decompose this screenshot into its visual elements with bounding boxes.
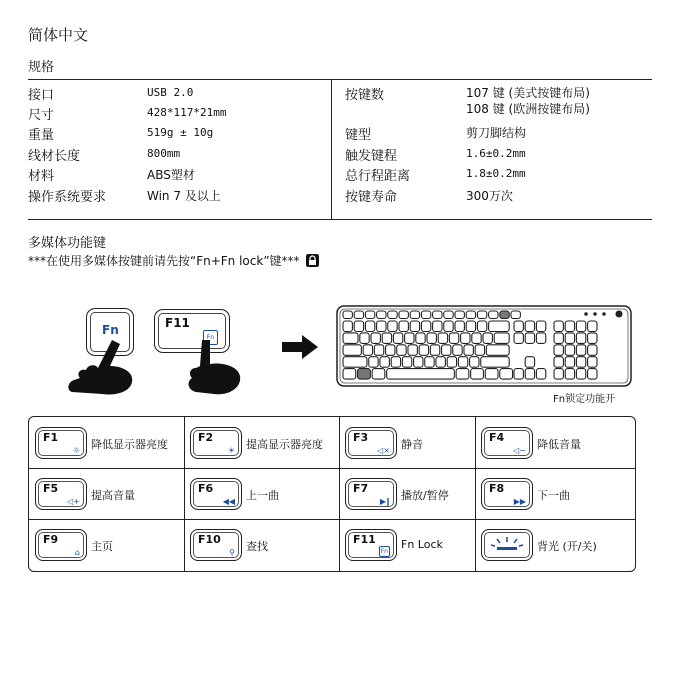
keyboard-key [477,311,486,319]
keyboard-key [500,369,513,380]
keyboard-key [485,369,498,380]
keyboard-key [536,369,545,380]
function-key-cell [29,519,179,570]
function-key-cell [339,519,489,570]
keyboard-key [455,321,464,332]
function-key-label: F7 [353,482,369,495]
keyboard-key [472,333,481,344]
spec-label: 线材长度 [28,149,81,164]
function-key-description: 静音 [401,438,423,451]
function-key-f10 [190,529,242,561]
keyboard-key [399,311,408,319]
keyboard-key [554,345,563,356]
keyboard-key [455,311,464,319]
function-key-description: 提高显示器亮度 [246,438,323,451]
keyboard-key [444,321,453,332]
function-key-f11 [345,529,397,561]
keyboard-key [489,311,498,319]
keyboard-key [536,333,545,344]
keyboard-key [514,333,523,344]
keyboard-key [393,333,402,344]
keyboard-key [483,333,492,344]
keyboard-key [588,321,597,332]
keyboard-key [453,345,462,356]
function-key-description: 提高音量 [91,489,135,502]
function-key-cell [29,468,179,519]
keyboard-key [514,321,523,332]
keyboard-key [525,321,534,332]
keyboard-key [565,369,574,380]
indicator-light [594,313,596,315]
keyboard-key [494,333,509,344]
keyboard-key [399,321,408,332]
volume-up-icon: ◁+ [67,497,80,506]
mute-icon: ◁× [377,446,390,455]
keyboard-key [386,345,395,356]
keyboard-key [576,357,585,368]
keyboard-key [525,369,534,380]
keyboard-key [576,369,585,380]
keyboard-key [461,333,470,344]
indicator-light [603,313,605,315]
keyboard-key [377,311,386,319]
spec-label: 尺寸 [28,108,55,123]
keyboard-key [466,311,475,319]
keyboard-key [343,333,358,344]
keyboard-key [576,321,585,332]
keyboard-key [588,369,597,380]
indicator-light [585,313,587,315]
function-key-f6 [190,478,242,510]
function-key-label: F8 [489,482,505,495]
spec-value: 剪刀脚结构 [466,126,527,140]
function-key-f9 [35,529,87,561]
keyboard-key [410,311,419,319]
keyboard-key [444,311,453,319]
pressing-hand-icon [62,336,142,398]
spec-value: 108 键 (欧洲按键布局) [466,102,590,116]
keyboard-key [433,321,442,332]
function-key-cell [475,417,625,468]
keyboard-key [421,321,430,332]
volume-down-icon: ◁− [513,446,526,455]
keyboard-key [358,369,371,380]
spec-value: USB 2.0 [147,86,194,99]
spec-value: Win 7 及以上 [147,189,221,203]
keyboard-key [397,345,406,356]
function-key-cell [184,519,334,570]
function-key-label: F6 [198,482,214,495]
keyboard-key [486,345,509,356]
fn-lock-caption: Fn锁定功能开 [553,394,616,405]
function-key-description: 降低显示器亮度 [91,438,168,451]
home-icon: ⌂ [74,548,80,557]
specs-heading: 规格 [28,60,55,75]
keyboard-key [449,333,458,344]
keyboard-key [430,345,439,356]
keyboard-key [576,333,585,344]
function-key-cell [184,417,334,468]
function-key-description: 背光 (开/关) [537,540,597,553]
function-key-cell [475,519,625,570]
keyboard-key [554,321,563,332]
spec-label: 总行程距离 [345,169,411,184]
keyboard-key [576,345,585,356]
keyboard-key [514,369,523,380]
function-key-f1 [35,427,87,459]
function-key-description: 下一曲 [537,489,570,502]
keyboard-key [414,357,423,368]
keyboard-key [525,357,534,368]
function-key-label: F10 [198,533,221,546]
function-key-label: F4 [489,431,505,444]
keyboard-key [380,357,389,368]
page-title: 简体中文 [28,26,89,44]
keyboard-key [470,357,479,368]
keyboard-key [565,321,574,332]
brightness-down-icon: ☼ [72,446,80,455]
keyboard-key [388,321,397,332]
keyboard-key [343,321,352,332]
spec-value: 800mm [147,147,181,160]
spec-value: 428*117*21mm [147,106,227,119]
keyboard-key [565,333,574,344]
spec-label: 材料 [28,169,55,184]
keyboard-key [554,333,563,344]
function-key-f5 [35,478,87,510]
brightness-up-icon: ☀ [227,446,235,455]
keyboard-key [525,333,534,344]
function-key-cell [475,468,625,519]
keyboard-key [427,333,436,344]
keyboard-key [481,357,509,368]
search-icon: ⚲ [229,548,235,557]
spec-label: 键型 [345,128,372,143]
keyboard-key [360,333,369,344]
function-key-description: 查找 [246,540,268,553]
keyboard-key [419,345,428,356]
keyboard-key [387,369,455,380]
keyboard-key [466,321,475,332]
fn-lock-badge-icon [306,254,319,267]
function-key-description: 播放/暂停 [401,489,449,502]
function-key-f8 [481,478,533,510]
spec-label: 接口 [28,88,55,103]
keyboard-key [354,321,363,332]
spec-value: ABS塑材 [147,168,195,182]
arrow-right-icon [280,334,320,360]
keyboard-key [456,369,469,380]
function-key-f2 [190,427,242,459]
keyboard-key [416,333,425,344]
keyboard-key [536,321,545,332]
spec-label: 重量 [28,128,55,143]
keyboard-key [489,321,510,332]
keyboard-key [374,345,383,356]
function-key-description: Fn Lock [401,538,443,551]
keyboard-illustration [336,305,632,387]
function-key-table [28,416,636,572]
fn-key-label: Fn [102,323,119,337]
keyboard-key [377,321,386,332]
keyboard-key [410,321,419,332]
function-key-label: F9 [43,533,59,546]
function-key-label: F1 [43,431,59,444]
keyboard-key [588,345,597,356]
lock-icon: Fn [380,548,388,555]
keyboard-key [554,357,563,368]
multimedia-note-text: ***在使用多媒体按键前请先按“Fn+Fn lock”键*** [28,254,300,268]
spec-value: 1.8±0.2mm [466,167,526,180]
spec-value: 1.6±0.2mm [466,147,526,160]
keyboard-key [442,345,451,356]
keyboard-key [438,333,447,344]
function-key-cell [29,417,179,468]
keyboard-key [408,345,417,356]
function-key-cell [339,417,489,468]
keyboard-key [371,333,380,344]
function-key-description: 降低音量 [537,438,581,451]
keyboard-key [343,357,367,368]
keyboard-key [565,357,574,368]
keyboard-key [382,333,391,344]
spec-label: 触发键程 [345,149,398,164]
keyboard-key [554,369,563,380]
spec-table-divider [331,80,332,219]
function-key-label: F3 [353,431,369,444]
keyboard-key [588,333,597,344]
spec-value: 107 键 (美式按键布局) [466,86,590,100]
keyboard-key [343,369,356,380]
f11-key-label: F11 [165,316,190,330]
keyboard-key [405,333,414,344]
keyboard-key [365,321,374,332]
keyboard-key [365,311,374,319]
function-key-description: 主页 [91,540,113,553]
keyboard-key [433,311,442,319]
keyboard-key [391,357,400,368]
fn-lock-icon: Fn [203,330,218,345]
keyboard-key [354,311,363,319]
keyboard-key [402,357,411,368]
backlight-icon [485,533,529,557]
play-pause-icon: ▶‖ [379,497,390,506]
keyboard-key [388,311,397,319]
keyboard-key [436,357,445,368]
keyboard-key [343,345,361,356]
function-key-f7 [345,478,397,510]
multimedia-heading: 多媒体功能键 [28,236,107,251]
function-key-f3 [345,427,397,459]
keyboard-key [372,369,385,380]
keyboard-key [475,345,484,356]
lock-indicator-icon [616,311,622,317]
spec-table-top-rule [28,79,652,80]
function-key-label: F2 [198,431,214,444]
spec-value: 300万次 [466,189,513,203]
function-key-backlight [481,529,533,561]
keyboard-key [458,357,467,368]
keyboard-key [369,357,378,368]
keyboard-key [511,311,520,319]
spec-label: 操作系统要求 [28,190,107,205]
spec-value: 519g ± 10g [147,126,214,139]
spec-label: 按键寿命 [345,190,398,205]
next-track-icon: ▶▶ [513,497,526,506]
keyboard-key [343,311,352,319]
function-key-label: F11 [353,533,376,546]
spec-label: 按键数 [345,88,385,103]
keyboard-key [471,369,484,380]
function-key-cell [184,468,334,519]
keyboard-key [588,357,597,368]
keyboard-key [464,345,473,356]
keyboard-key [565,345,574,356]
spec-table-bottom-rule [28,219,652,220]
keyboard-key [447,357,456,368]
keyboard-key [477,321,486,332]
multimedia-note [28,252,319,269]
pressing-hand-icon [182,336,254,398]
keyboard-key [500,311,509,319]
keyboard-key [421,311,430,319]
previous-track-icon: ◀◀ [222,497,235,506]
function-key-f4 [481,427,533,459]
function-key-cell [339,468,489,519]
function-key-description: 上一曲 [246,489,279,502]
keyboard-key [425,357,434,368]
keyboard-key [363,345,372,356]
function-key-label: F5 [43,482,59,495]
